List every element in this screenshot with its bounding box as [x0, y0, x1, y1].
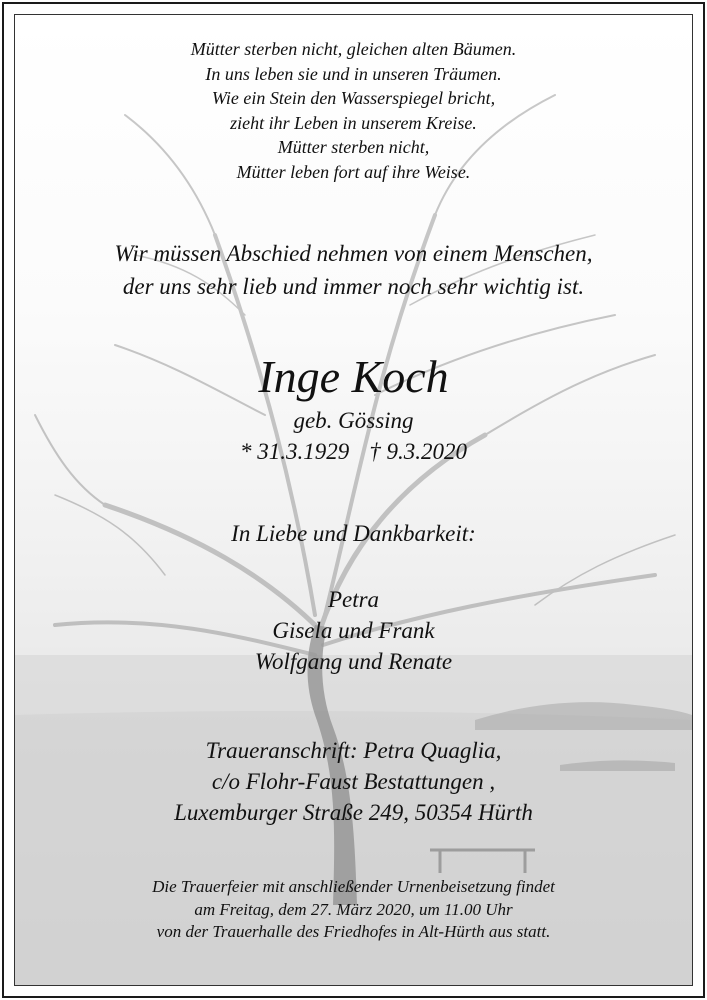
family-member: Wolfgang und Renate — [254, 649, 453, 674]
address-line: Luxemburger Straße 249, 50354 Hürth — [174, 800, 533, 825]
mourning-address — [15, 735, 692, 828]
ceremony-line: am Freitag, dem 27. März 2020, um 11.00 Uhr — [194, 899, 513, 919]
poem-line: In uns leben sie und in unseren Träumen. — [205, 63, 502, 84]
family-signatories — [15, 584, 692, 677]
thanks-heading: In Liebe und Dankbarkeit: — [231, 521, 476, 546]
address-line: c/o Flohr-Faust Bestattungen , — [211, 769, 496, 794]
birth-date: * 31.3.1929 — [240, 439, 350, 464]
obituary-text — [15, 15, 692, 985]
life-dates — [15, 437, 692, 467]
farewell-line: Wir müssen Abschied nehmen von einem Menschen, — [114, 241, 593, 266]
funeral-ceremony-notice — [15, 876, 692, 944]
family-member: Gisela und Frank — [272, 618, 435, 643]
address-line: Traueranschrift: Petra Quaglia, — [205, 738, 502, 763]
poem-line: zieht ihr Leben in unserem Kreise. — [230, 112, 477, 133]
deceased-name: Inge Koch — [258, 351, 449, 402]
farewell-statement — [15, 237, 692, 303]
poem-line: Mütter leben fort auf ihre Weise. — [236, 161, 471, 182]
poem-line: Mütter sterben nicht, gleichen alten Bäumen. — [190, 39, 517, 59]
poem — [15, 37, 692, 184]
family-member: Petra — [327, 587, 380, 612]
ceremony-line: Die Trauerfeier mit anschließender Urnenbeisetzung findet — [152, 877, 555, 896]
farewell-line: der uns sehr lieb und immer noch sehr wichtig ist. — [122, 274, 585, 299]
obituary-card — [14, 14, 693, 986]
poem-line: Mütter sterben nicht, — [277, 137, 430, 157]
poem-line: Wie ein Stein den Wasserspiegel bricht, — [211, 88, 496, 108]
death-date: † 9.3.2020 — [369, 439, 467, 464]
maiden-name: geb. Gössing — [293, 408, 414, 433]
ceremony-line: von der Trauerhalle des Friedhofes in Alt-Hürth aus statt. — [156, 922, 551, 941]
